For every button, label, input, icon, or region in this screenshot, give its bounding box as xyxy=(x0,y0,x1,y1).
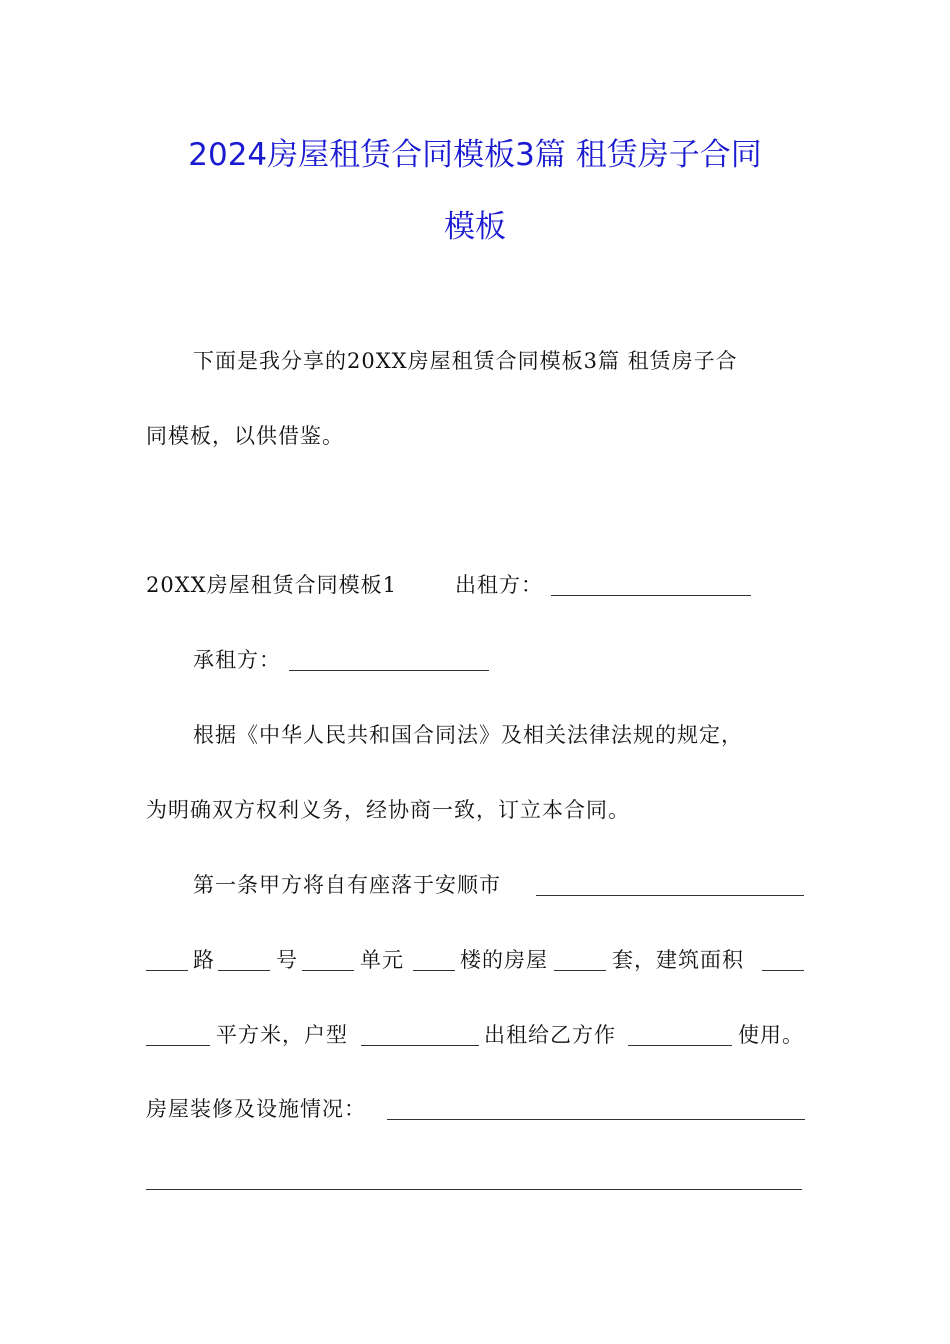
number-label: 号 xyxy=(276,948,298,972)
area-blank-end xyxy=(146,1045,210,1046)
document-title-line-1: 2024房屋租赁合同模板3篇 租赁房子合同 xyxy=(188,137,762,173)
document-title-line-2: 模板 xyxy=(444,209,506,245)
lessee-label: 承租方： xyxy=(193,648,281,672)
intro-paragraph-line-1: 下面是我分享的20XX房屋租赁合同模板3篇 租赁房子合 xyxy=(193,349,738,373)
road-label: 路 xyxy=(193,948,215,972)
lessee-blank xyxy=(289,670,489,671)
city-blank xyxy=(536,895,804,896)
decoration-blank-line-2 xyxy=(146,1189,802,1190)
number-blank xyxy=(218,970,270,971)
floor-label: 楼的房屋 xyxy=(460,948,548,972)
lessor-label: 出租方： xyxy=(455,573,543,597)
intro-paragraph-line-2: 同模板，以供借鉴。 xyxy=(146,424,344,448)
sets-label: 套，建筑面积 xyxy=(612,948,744,972)
lessor-blank xyxy=(551,595,751,596)
contract-heading: 20XX房屋租赁合同模板1 xyxy=(146,573,397,597)
area-blank-start xyxy=(762,970,804,971)
decoration-label: 房屋装修及设施情况： xyxy=(146,1097,366,1121)
road-blank xyxy=(146,970,188,971)
layout-blank xyxy=(361,1045,479,1046)
sets-blank xyxy=(554,970,606,971)
floor-blank xyxy=(413,970,455,971)
basis-paragraph-line-1: 根据《中华人民共和国合同法》及相关法律法规的规定， xyxy=(193,723,743,747)
usage-blank xyxy=(628,1045,732,1046)
usage-label: 使用。 xyxy=(738,1023,804,1047)
unit-label: 单元 xyxy=(360,948,404,972)
sqm-label: 平方米，户型 xyxy=(216,1023,348,1047)
unit-blank xyxy=(302,970,354,971)
rent-to-label: 出租给乙方作 xyxy=(484,1023,616,1047)
decoration-blank xyxy=(387,1119,805,1120)
article-1-intro: 第一条甲方将自有座落于安顺市 xyxy=(193,873,501,897)
basis-paragraph-line-2: 为明确双方权利义务，经协商一致，订立本合同。 xyxy=(146,798,630,822)
